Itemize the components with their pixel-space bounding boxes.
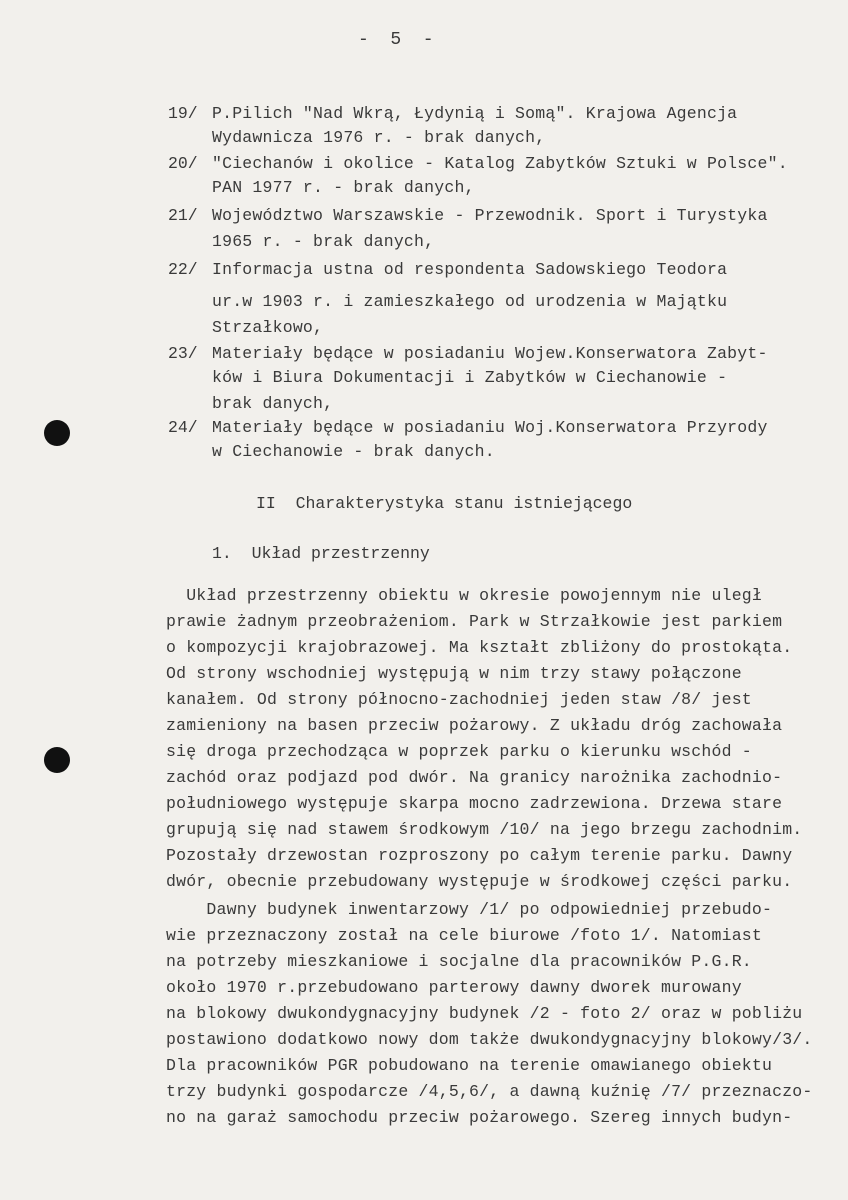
body-line: no na garaż samochodu przeciw pożarowego. Szereg innych budyn- — [166, 1108, 793, 1127]
body-line: grupują się nad stawem środkowym /10/ na jego brzegu zachodnim. — [166, 820, 803, 839]
ref-line: Strzałkowo, — [212, 318, 324, 337]
ref-number: 22/ — [168, 260, 198, 279]
body-line: Pozostały drzewostan rozproszony po całym terenie parku. Dawny — [166, 846, 793, 865]
body-line: zachód oraz podjazd pod dwór. Na granicy narożnika zachodnio- — [166, 768, 783, 787]
body-line: na blokowy dwukondygnacyjny budynek /2 - foto 2/ oraz w pobliżu — [166, 1004, 803, 1023]
ref-line: "Ciechanów i okolice - Katalog Zabytków Sztuki w Polsce". — [212, 154, 788, 173]
ref-line: 1965 r. - brak danych, — [212, 232, 435, 251]
body-line: kanałem. Od strony północno-zachodniej jeden staw /8/ jest — [166, 690, 752, 709]
body-line: dwór, obecnie przebudowany występuje w środkowej części parku. — [166, 872, 793, 891]
ref-line: Materiały będące w posiadaniu Wojew.Konserwatora Zabyt- — [212, 344, 768, 363]
ref-line: ur.w 1903 r. i zamieszkałego od urodzenia w Majątku — [212, 292, 728, 311]
body-line: prawie żadnym przeobrażeniom. Park w Strzałkowie jest parkiem — [166, 612, 783, 631]
body-line: południowego występuje skarpa mocno zadrzewiona. Drzewa stare — [166, 794, 783, 813]
ref-number: 20/ — [168, 154, 198, 173]
body-line: Układ przestrzenny obiektu w okresie powojennym nie uległ — [166, 586, 762, 605]
page-number: - 5 - — [358, 30, 434, 50]
ref-line: Informacja ustna od respondenta Sadowskiego Teodora — [212, 260, 728, 279]
body-line: Dawny budynek inwentarzowy /1/ po odpowiedniej przebudo- — [166, 900, 773, 919]
binder-hole-bottom — [44, 747, 70, 773]
ref-line: ków i Biura Dokumentacji i Zabytków w Ciechanowie - — [212, 368, 728, 387]
section-heading: II Charakterystyka stanu istniejącego — [256, 494, 633, 513]
ref-number: 23/ — [168, 344, 198, 363]
ref-line: P.Pilich "Nad Wkrą, Łydynią i Somą". Krajowa Agencja — [212, 104, 738, 123]
binder-hole-top — [44, 420, 70, 446]
body-line: postawiono dodatkowo nowy dom także dwukondygnacyjny blokowy/3/. — [166, 1030, 813, 1049]
body-line: zamieniony na basen przeciw pożarowy. Z układu dróg zachowała — [166, 716, 783, 735]
ref-line: PAN 1977 r. - brak danych, — [212, 178, 475, 197]
body-line: się droga przechodząca w poprzek parku o kierunku wschód - — [166, 742, 752, 761]
body-line: wie przeznaczony został na cele biurowe /foto 1/. Natomiast — [166, 926, 762, 945]
body-line: Dla pracowników PGR pobudowano na terenie omawianego obiektu — [166, 1056, 773, 1075]
ref-line: Materiały będące w posiadaniu Woj.Konserwatora Przyrody — [212, 418, 768, 437]
body-line: Od strony wschodniej występują w nim trzy stawy połączone — [166, 664, 742, 683]
ref-number: 21/ — [168, 206, 198, 225]
ref-line: Województwo Warszawskie - Przewodnik. Sport i Turystyka — [212, 206, 768, 225]
ref-line: brak danych, — [212, 394, 334, 413]
ref-line: w Ciechanowie - brak danych. — [212, 442, 495, 461]
ref-number: 24/ — [168, 418, 198, 437]
body-line: około 1970 r.przebudowano parterowy dawny dworek murowany — [166, 978, 742, 997]
body-line: o kompozycji krajobrazowej. Ma kształt zbliżony do prostokąta. — [166, 638, 793, 657]
ref-line: Wydawnicza 1976 r. - brak danych, — [212, 128, 546, 147]
subsection-heading: 1. Układ przestrzenny — [212, 544, 430, 563]
body-line: trzy budynki gospodarcze /4,5,6/, a dawną kuźnię /7/ przeznaczo- — [166, 1082, 813, 1101]
ref-number: 19/ — [168, 104, 198, 123]
body-line: na potrzeby mieszkaniowe i socjalne dla pracowników P.G.R. — [166, 952, 752, 971]
